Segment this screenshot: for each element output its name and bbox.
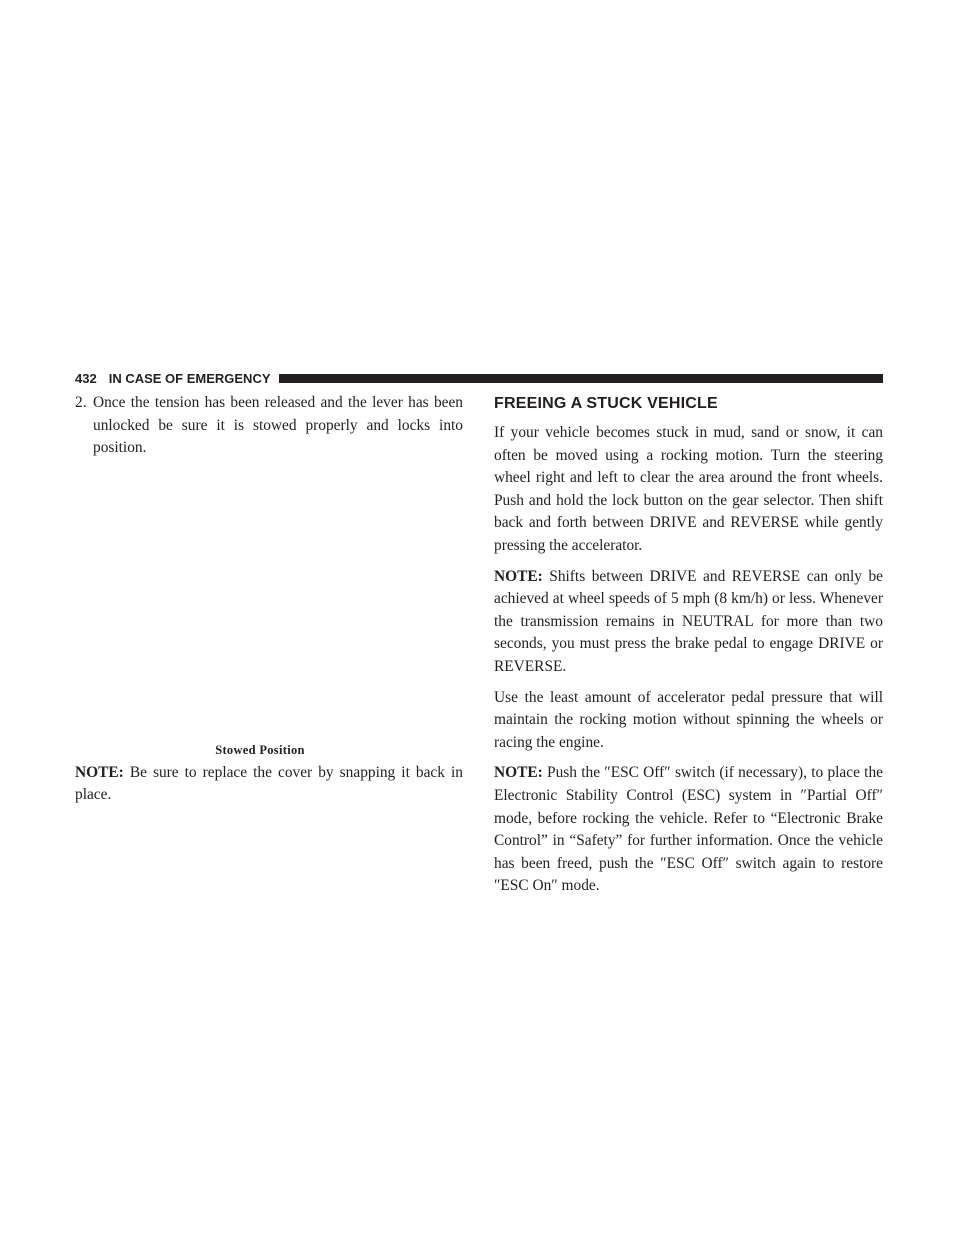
note-label: NOTE: [494, 764, 543, 782]
section-heading: FREEING A STUCK VEHICLE [494, 395, 718, 412]
section-title: IN CASE OF EMERGENCY [108, 370, 271, 386]
left-column [75, 388, 463, 807]
step-text: Once the tension has been released and the lever has been unlocked be sure it is stowed properly and locks into position. [93, 394, 463, 457]
note-text: Shifts between DRIVE and REVERSE can only be achieved at wheel speeds of 5 mph (8 km/h) or less. Whenever the transmission remains in NEUTRAL for more than two seconds, you must press the brake pedal to engage DRIVE or REVERSE. [494, 567, 883, 675]
list-item [75, 392, 463, 460]
page-number: 432 [75, 370, 97, 386]
figure-caption: Stowed Position [215, 742, 305, 757]
step-number: 2. [75, 394, 87, 411]
note-paragraph [75, 762, 463, 807]
right-column [494, 388, 883, 898]
header-rule [279, 374, 884, 383]
figure-area [75, 460, 463, 732]
note-paragraph [494, 762, 883, 898]
paragraph: If your vehicle becomes stuck in mud, sand or snow, it can often be moved using a rocking motion. Turn the steering wheel right and left to clear the area around the front wheels. Push and hold the lock button on the gear selector. Then shift back and forth between DRIVE and REVERSE while gently pressing the accelerator. [494, 424, 883, 554]
note-label: NOTE: [75, 763, 124, 781]
paragraph: Use the least amount of accelerator pedal pressure that will maintain the rocking motion without spinning the wheels or racing the engine. [494, 688, 883, 751]
note-label: NOTE: [494, 567, 543, 585]
note-text: Be sure to replace the cover by snapping it back in place. [75, 763, 463, 804]
note-text: Push the ″ESC Off″ switch (if necessary), to place the Electronic Stability Control (ESC) system in ″Partial Off″ mode, before rocking the vehicle. Refer to “Electronic Brake Control” in “Safety” for further information. Once the vehicle has been freed, push the ″ESC Off″ switch again to restore ″ESC On″ mode. [494, 764, 883, 895]
page-header [75, 369, 883, 387]
note-paragraph [494, 566, 883, 679]
